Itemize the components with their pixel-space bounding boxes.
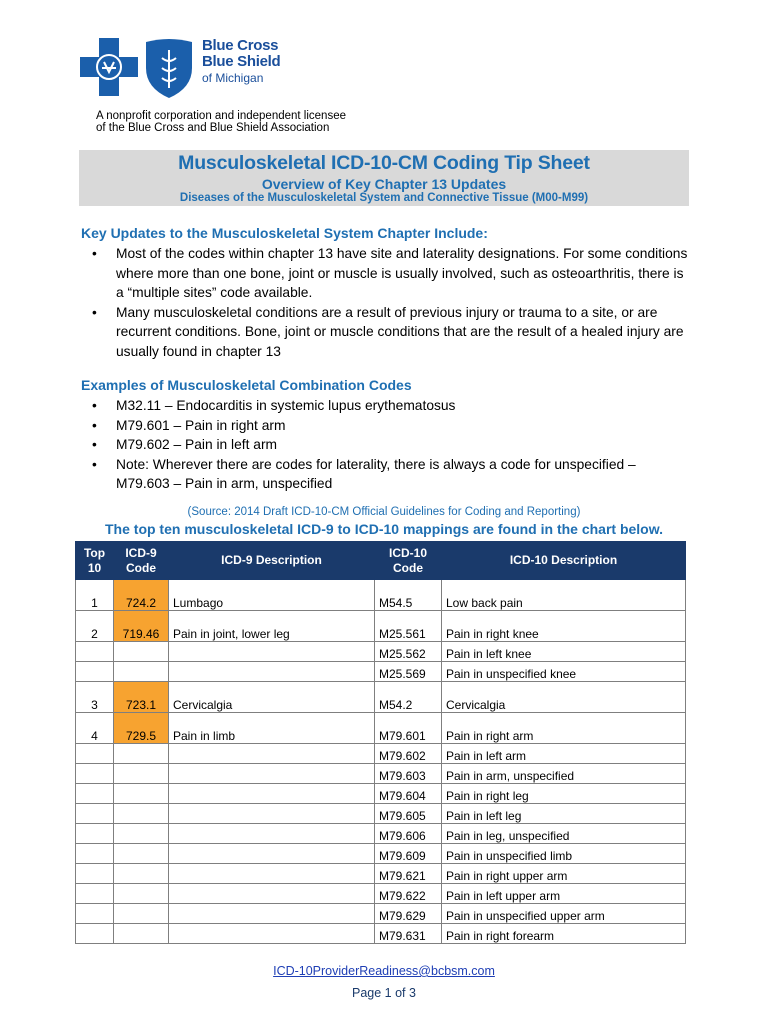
icd10-description-cell: Pain in unspecified upper arm — [442, 904, 686, 924]
icd10-description-cell: Low back pain — [442, 580, 686, 611]
top-rank-cell: 3 — [76, 682, 114, 713]
icd9-code-cell — [114, 924, 169, 944]
table-row — [76, 744, 686, 764]
icd9-description-cell — [169, 824, 375, 844]
icd9-description-cell — [169, 844, 375, 864]
list-item: • Note: Wherever there are codes for laterality, there is always a code for unspecified – M79.603 – Pain in arm, unspecified — [92, 455, 692, 494]
top-rank-cell: 1 — [76, 580, 114, 611]
icd10-description-cell: Pain in left arm — [442, 744, 686, 764]
header-icd10-description: ICD-10 Description — [442, 542, 686, 580]
chapter-description: Diseases of the Musculoskeletal System and Connective Tissue (M00-M99) — [179, 192, 589, 204]
list-item: • M32.11 – Endocarditis in systemic lupus erythematosus — [92, 396, 692, 416]
icd10-code-cell: M54.2 — [375, 682, 442, 713]
table-row — [76, 611, 686, 642]
source-note: (Source: 2014 Draft ICD-10-CM Official Guidelines for Coding and Reporting) — [187, 506, 581, 518]
tagline — [96, 110, 346, 134]
icd9-description-cell — [169, 642, 375, 662]
icd9-description-cell: Pain in joint, lower leg — [169, 611, 375, 642]
icd10-description-cell: Pain in right upper arm — [442, 864, 686, 884]
icd9-description-cell — [169, 784, 375, 804]
title-band — [79, 150, 689, 206]
brand-name — [202, 38, 280, 86]
icd10-description-cell: Pain in right forearm — [442, 924, 686, 944]
icd9-description-cell: Pain in limb — [169, 713, 375, 744]
icd10-description-cell: Pain in right knee — [442, 611, 686, 642]
contact-email-link[interactable]: ICD-10ProviderReadiness@bcbsm.com — [273, 964, 495, 978]
icd10-description-cell: Pain in leg, unspecified — [442, 824, 686, 844]
table-row — [76, 904, 686, 924]
top-rank-cell — [76, 804, 114, 824]
blue-cross-icon — [80, 38, 138, 96]
key-updates-heading: Key Updates to the Musculoskeletal System Chapter Include: — [81, 225, 488, 241]
top-rank-cell — [76, 884, 114, 904]
icd10-description-cell: Pain in unspecified limb — [442, 844, 686, 864]
top-rank-cell — [76, 924, 114, 944]
top-rank-cell — [76, 764, 114, 784]
icd10-code-cell: M79.631 — [375, 924, 442, 944]
icd9-code-cell — [114, 662, 169, 682]
icd9-code-cell — [114, 784, 169, 804]
top-rank-cell — [76, 642, 114, 662]
list-item: • Many musculoskeletal conditions are a result of previous injury or trauma to a site, or are recurrent conditions. Bone, joint or muscle conditions that are the result of a healed injury are usually found in chapter 13 — [92, 303, 692, 362]
icd9-code-cell — [114, 744, 169, 764]
table-intro: The top ten musculoskeletal ICD-9 to ICD-10 mappings are found in the chart below. — [105, 521, 663, 537]
icd9-code-cell — [114, 904, 169, 924]
icd10-description-cell: Cervicalgia — [442, 682, 686, 713]
table-row — [76, 662, 686, 682]
examples-list — [92, 396, 692, 494]
icd10-description-cell: Pain in arm, unspecified — [442, 764, 686, 784]
top-rank-cell — [76, 864, 114, 884]
icd9-code-cell — [114, 864, 169, 884]
icd9-code-cell: 724.2 — [114, 580, 169, 611]
icd9-description-cell — [169, 904, 375, 924]
table-row — [76, 764, 686, 784]
top-rank-cell — [76, 824, 114, 844]
icd10-code-cell: M25.561 — [375, 611, 442, 642]
icd9-description-cell — [169, 864, 375, 884]
table-row — [76, 580, 686, 611]
icd9-code-cell — [114, 642, 169, 662]
icd10-code-cell: M79.621 — [375, 864, 442, 884]
icd9-code-cell — [114, 804, 169, 824]
icd-mapping-table — [75, 541, 686, 944]
table-row — [76, 713, 686, 744]
icd10-description-cell: Pain in unspecified knee — [442, 662, 686, 682]
icd9-code-cell: 719.46 — [114, 611, 169, 642]
table-header-row — [76, 542, 686, 580]
page-number: Page 1 of 3 — [352, 986, 416, 1000]
icd9-code-cell — [114, 764, 169, 784]
icd10-code-cell: M79.609 — [375, 844, 442, 864]
document-title: Musculoskeletal ICD-10-CM Coding Tip Sheet — [178, 152, 590, 174]
top-rank-cell: 2 — [76, 611, 114, 642]
top-rank-cell — [76, 662, 114, 682]
table-row — [76, 784, 686, 804]
icd10-code-cell: M79.606 — [375, 824, 442, 844]
header-icd9-description: ICD-9 Description — [169, 542, 375, 580]
top-rank-cell: 4 — [76, 713, 114, 744]
top-rank-cell — [76, 784, 114, 804]
icd9-description-cell: Lumbago — [169, 580, 375, 611]
list-item: • M79.601 – Pain in right arm — [92, 416, 692, 436]
icd9-description-cell — [169, 884, 375, 904]
icd9-description-cell — [169, 804, 375, 824]
icd9-code-cell — [114, 824, 169, 844]
icd9-description-cell: Cervicalgia — [169, 682, 375, 713]
icd10-description-cell: Pain in left leg — [442, 804, 686, 824]
table-row — [76, 804, 686, 824]
icd10-description-cell: Pain in left knee — [442, 642, 686, 662]
top-rank-cell — [76, 744, 114, 764]
key-updates-list — [92, 244, 692, 361]
document-subtitle: Overview of Key Chapter 13 Updates — [261, 176, 507, 192]
icd10-code-cell: M54.5 — [375, 580, 442, 611]
table-row — [76, 642, 686, 662]
icd10-code-cell: M79.605 — [375, 804, 442, 824]
top-rank-cell — [76, 904, 114, 924]
header-icd10-code: ICD-10 Code — [375, 542, 442, 580]
table-row — [76, 884, 686, 904]
brand-line-1: Blue Cross — [202, 37, 279, 54]
table-row — [76, 844, 686, 864]
icd10-code-cell: M25.562 — [375, 642, 442, 662]
icd10-code-cell: M79.603 — [375, 764, 442, 784]
tagline-line-2: of the Blue Cross and Blue Shield Association — [96, 122, 330, 134]
blue-shield-icon — [142, 38, 196, 100]
list-item: • M79.602 – Pain in left arm — [92, 435, 692, 455]
icd9-description-cell — [169, 662, 375, 682]
table-row — [76, 824, 686, 844]
brand-line-3: of Michigan — [202, 71, 264, 85]
icd9-code-cell: 729.5 — [114, 713, 169, 744]
icd10-description-cell: Pain in right leg — [442, 784, 686, 804]
icd9-code-cell — [114, 844, 169, 864]
header-top10: Top 10 — [76, 542, 114, 580]
header-icd9-code: ICD-9 Code — [114, 542, 169, 580]
icd10-description-cell: Pain in left upper arm — [442, 884, 686, 904]
icd10-code-cell: M79.602 — [375, 744, 442, 764]
icd10-code-cell: M79.622 — [375, 884, 442, 904]
icd10-code-cell: M25.569 — [375, 662, 442, 682]
icd10-code-cell: M79.604 — [375, 784, 442, 804]
top-rank-cell — [76, 844, 114, 864]
icd10-code-cell: M79.629 — [375, 904, 442, 924]
icd9-code-cell — [114, 884, 169, 904]
table-row — [76, 924, 686, 944]
icd10-code-cell: M79.601 — [375, 713, 442, 744]
icd9-description-cell — [169, 744, 375, 764]
brand-line-2: Blue Shield — [202, 53, 281, 70]
table-row — [76, 864, 686, 884]
table-body — [76, 580, 686, 944]
examples-heading: Examples of Musculoskeletal Combination Codes — [81, 377, 412, 393]
list-item: • Most of the codes within chapter 13 have site and laterality designations. For some conditions where more than one bone, joint or muscle is usually involved, such as osteoarthritis, there is a “multiple sites” code available. — [92, 244, 692, 303]
icd9-code-cell: 723.1 — [114, 682, 169, 713]
table-row — [76, 682, 686, 713]
icd9-description-cell — [169, 764, 375, 784]
icd10-description-cell: Pain in right arm — [442, 713, 686, 744]
icd9-description-cell — [169, 924, 375, 944]
tagline-line-1: A nonprofit corporation and independent licensee — [96, 110, 346, 122]
